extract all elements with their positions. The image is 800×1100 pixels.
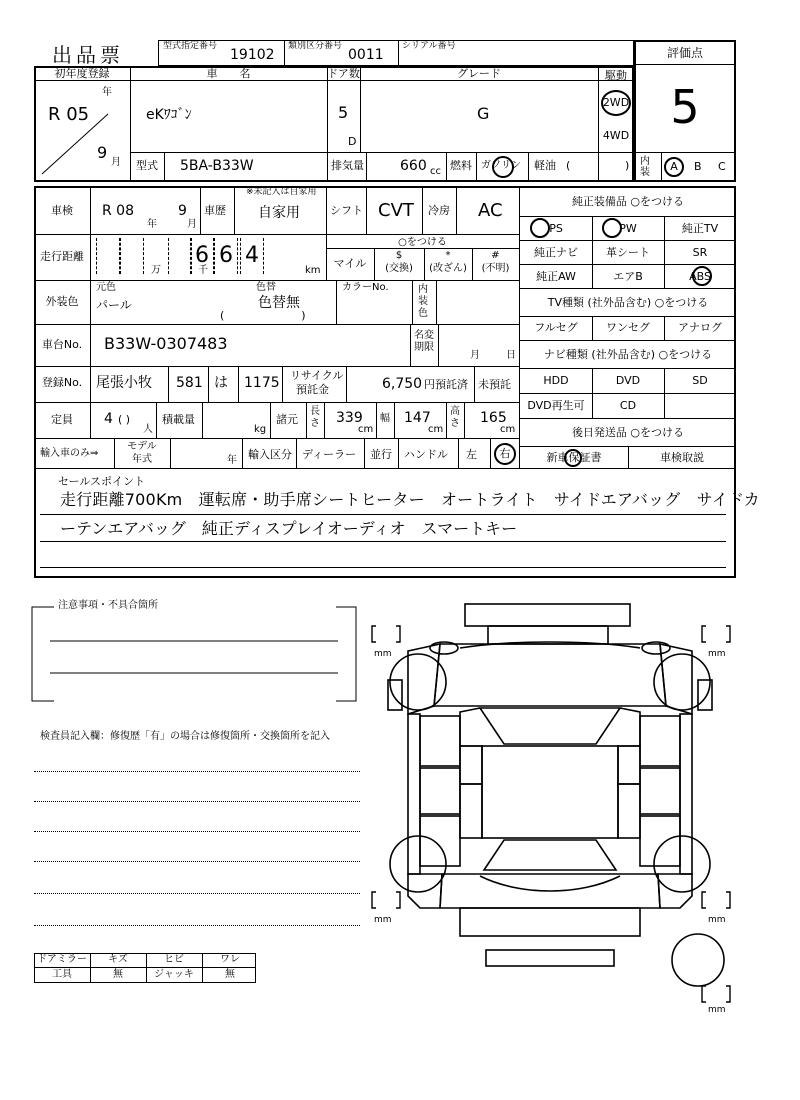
history-label: 車歴 <box>204 204 226 217</box>
doors-suffix: D <box>348 135 357 148</box>
repaint-value: 色替無 <box>258 295 300 311</box>
height-label: 高さ <box>450 406 460 429</box>
recycle-label-1: リサイクル <box>290 369 344 382</box>
option-circle <box>602 218 622 238</box>
equipment-header: キズ <box>108 954 128 965</box>
navi-item: HDD <box>543 374 569 387</box>
option-item: 純正TV <box>681 222 719 235</box>
mileage-exchange-sym: $ <box>395 250 403 261</box>
height-value: 165 <box>480 410 507 426</box>
later-warranty: 新車保証書 <box>546 451 602 464</box>
handle-label: ハンドル <box>404 448 448 461</box>
reg-number: 1175 <box>244 375 280 391</box>
recycle-unpaid: 未預託 <box>478 378 511 391</box>
type-cert-label: 型式指定番号 <box>163 41 218 51</box>
mileage-tamper-sym: * <box>445 250 451 261</box>
reg-kana: は <box>214 375 228 391</box>
repaint-paren: ( ) <box>220 309 306 322</box>
option-circle <box>692 266 712 286</box>
sales-label: セールスポイント <box>58 475 146 488</box>
name-change-month: 月 <box>470 350 480 361</box>
model-value: 5BA-B33W <box>180 158 254 174</box>
type-cert-value: 19102 <box>230 47 275 63</box>
option-row-line <box>520 240 736 241</box>
navi-item: SD <box>692 374 708 387</box>
fuel-paren-open: ( <box>566 159 571 172</box>
tv-item: アナログ <box>678 321 722 334</box>
tire-mm-rl: mm <box>374 915 392 925</box>
length-value: 339 <box>336 410 363 426</box>
length-label: 長さ <box>310 406 320 429</box>
capacity-value: 4 <box>104 411 113 427</box>
caution-label: 注意事項・不具合箇所 <box>58 600 158 611</box>
mileage-digit: 6 <box>195 243 209 268</box>
ac-label: 冷房 <box>428 204 450 217</box>
mileage-unknown-txt: (不明) <box>481 263 510 274</box>
parallel: 並行 <box>370 448 392 461</box>
inspector-label: 検査員記入欄：修復歴「有」の場合は修復箇所・交換箇所を記入 <box>40 731 330 742</box>
option-item: ABS <box>689 270 711 283</box>
class-value: 0011 <box>348 47 384 63</box>
mileage-km: km <box>305 265 321 276</box>
capacity-unit: 人 <box>143 424 153 435</box>
mileage-tamper-txt: (改ざん) <box>429 263 467 274</box>
mileage-man: 万 <box>151 265 161 276</box>
interior-b: B <box>694 160 702 173</box>
name-change-label: 名変期限 <box>414 330 434 353</box>
grade-value: G <box>477 104 490 123</box>
tire-mm-fr: mm <box>708 649 726 659</box>
first-reg-month: 9 <box>97 143 108 162</box>
first-reg-label: 初年度登録 <box>54 67 110 80</box>
recycle-unit: 円預託済 <box>424 378 468 391</box>
displacement-unit: cc <box>430 166 441 177</box>
tire-mm-rr: mm <box>708 915 726 925</box>
repaint-label: 色替 <box>256 282 276 293</box>
drive-2wd: 2WD <box>602 96 630 109</box>
option-row-line <box>520 216 736 217</box>
car-name-value: eKﾜｺﾞﾝ <box>146 107 192 123</box>
first-reg-year: R 05 <box>48 104 90 125</box>
equipment-cell: 無 <box>225 969 235 980</box>
mileage-digit-box <box>96 238 120 274</box>
month-unit: 月 <box>111 157 121 168</box>
grade-label: グレード <box>457 67 501 80</box>
option-row-line <box>520 264 736 265</box>
mileage-digit-box <box>168 238 192 274</box>
rating-label: 評価点 <box>666 46 703 60</box>
option-item: PW <box>619 222 637 235</box>
option-item: 純正AW <box>536 270 576 283</box>
navi-header: ナビ種類 (社外品含む) ○をつける <box>543 348 713 361</box>
navi-col-line <box>664 393 665 418</box>
interior-label: 内装 <box>640 156 650 178</box>
load-label: 積載量 <box>162 413 195 426</box>
model-year-label-1: モデル <box>127 441 157 452</box>
navi-item: DVD <box>615 374 641 387</box>
load-unit: kg <box>254 424 267 435</box>
mileage-exchange-txt: (交換) <box>385 263 413 274</box>
equipment-cell: 工具 <box>52 969 72 980</box>
dims-label: 諸元 <box>276 413 298 426</box>
equipment-cell: ジャッキ <box>154 969 194 980</box>
import-label: 輸入車のみ⇒ <box>40 448 99 459</box>
width-unit: cm <box>428 424 444 435</box>
tv-header: TV種類 (社外品含む) ○をつける <box>547 296 709 309</box>
mileage-label: 走行距離 <box>40 250 84 263</box>
mileage-digit-box <box>120 238 144 274</box>
mileage-digit: 4 <box>245 243 259 268</box>
exterior-label: 外装色 <box>45 295 79 308</box>
option-item: エアB <box>613 270 643 283</box>
dealer: ディーラー <box>302 448 357 461</box>
option-item: 革シート <box>606 246 650 259</box>
inspection-year-unit: 年 <box>147 219 157 230</box>
recycle-value: 6,750 <box>382 376 423 392</box>
model-year-unit: 年 <box>227 455 237 466</box>
navi-row-line <box>520 393 736 394</box>
tv-item: フルセグ <box>534 321 578 334</box>
import-type-label: 輸入区分 <box>248 448 292 461</box>
history-value: 自家用 <box>258 205 300 221</box>
class-label: 類別区分番号 <box>288 41 343 51</box>
reg-area: 尾張小牧 <box>96 375 152 391</box>
later-header: 後日発送品 ○をつける <box>571 426 685 439</box>
equipment-header: ワレ <box>220 954 240 965</box>
equipment-cell: 無 <box>113 969 123 980</box>
history-note: ※未記入は自家用 <box>246 187 317 197</box>
car-damage-diagram <box>360 596 740 1036</box>
mileage-sen: 千 <box>198 265 208 276</box>
capacity-label: 定員 <box>51 413 73 426</box>
handle-right: 右 <box>499 447 511 460</box>
tire-mm-fl: mm <box>374 649 392 659</box>
displacement-label: 排気量 <box>331 159 364 172</box>
tire-mm-spare: mm <box>708 1005 726 1015</box>
inspection-month: 9 <box>178 203 187 219</box>
navi-item: DVD再生可 <box>527 399 585 412</box>
mileage-mile: マイル <box>333 257 367 270</box>
doors-label: ドア数 <box>327 67 360 80</box>
year-unit: 年 <box>102 87 112 98</box>
sales-line-1: 走行距離700Km 運転席・助手席シートヒーター オートライト サイドエアバッグ サイドカ <box>60 490 760 509</box>
chassis-label: 車台No. <box>41 338 83 351</box>
reg-class: 581 <box>176 375 203 391</box>
option-item: SR <box>692 246 708 259</box>
car-name-label: 車 名 <box>206 67 251 80</box>
form-title: 出品票 <box>52 43 124 67</box>
width-label: 幅 <box>380 413 390 424</box>
fuel-gasoline: ガソリン <box>481 160 521 171</box>
inspection-month-unit: 月 <box>187 219 197 230</box>
fuel-gasoline-circle <box>492 156 514 178</box>
option-item: 純正ナビ <box>534 246 578 259</box>
fuel-paren-close: ) <box>625 159 630 172</box>
capacity-paren: ( ) <box>118 413 131 426</box>
tv-item: ワンセグ <box>606 321 650 334</box>
caution-bracket <box>30 605 360 705</box>
orig-color-label: 元色 <box>96 282 116 293</box>
fuel-diesel: 軽油 <box>534 159 556 172</box>
model-year-label-2: 年式 <box>132 454 152 465</box>
inspection-year: R 08 <box>102 203 134 219</box>
shift-label: シフト <box>330 204 363 217</box>
recycle-label-2: 預託金 <box>296 383 329 396</box>
interior-color-label: 内装色 <box>418 284 428 319</box>
equipment-header: ドアミラー <box>37 954 87 965</box>
width-value: 147 <box>404 410 431 426</box>
interior-a: A <box>670 160 678 173</box>
ac-value: AC <box>478 200 503 221</box>
drive-label: 駆動 <box>605 69 627 82</box>
sales-line-2: ーテンエアバッグ 純正ディスプレイオーディオ スマートキー <box>60 519 518 538</box>
option-item: PS <box>549 222 563 235</box>
length-unit: cm <box>358 424 374 435</box>
fuel-label: 燃料 <box>450 159 472 172</box>
navi-item: CD <box>619 399 637 412</box>
shift-value: CVT <box>378 200 414 221</box>
genuine-header: 純正装備品 ○をつける <box>571 195 685 208</box>
chassis-value: B33W-0307483 <box>104 334 228 353</box>
height-unit: cm <box>500 424 516 435</box>
color-no-label: カラーNo. <box>342 282 389 293</box>
equipment-header: ヒビ <box>164 954 184 965</box>
reg-label: 登録No. <box>41 376 83 389</box>
drive-4wd: 4WD <box>602 129 630 142</box>
handle-left: 左 <box>466 448 477 461</box>
orig-color-value: パール <box>96 298 132 312</box>
doors-value: 5 <box>338 103 349 122</box>
mileage-digit: 6 <box>219 243 233 268</box>
serial-label: シリアル番号 <box>402 41 456 51</box>
name-change-day: 日 <box>506 350 516 361</box>
mileage-unknown-sym: # <box>491 250 500 261</box>
model-label: 型式 <box>136 159 158 172</box>
option-circle <box>530 218 550 238</box>
rating-value: 5 <box>670 80 700 134</box>
interior-c: C <box>718 160 726 173</box>
inspection-label: 車検 <box>51 204 73 217</box>
later-warranty-circle <box>564 449 582 467</box>
mileage-mark-note: ○をつける <box>398 237 447 248</box>
later-manual: 車検取説 <box>660 451 704 464</box>
displacement-value: 660 <box>400 158 427 174</box>
